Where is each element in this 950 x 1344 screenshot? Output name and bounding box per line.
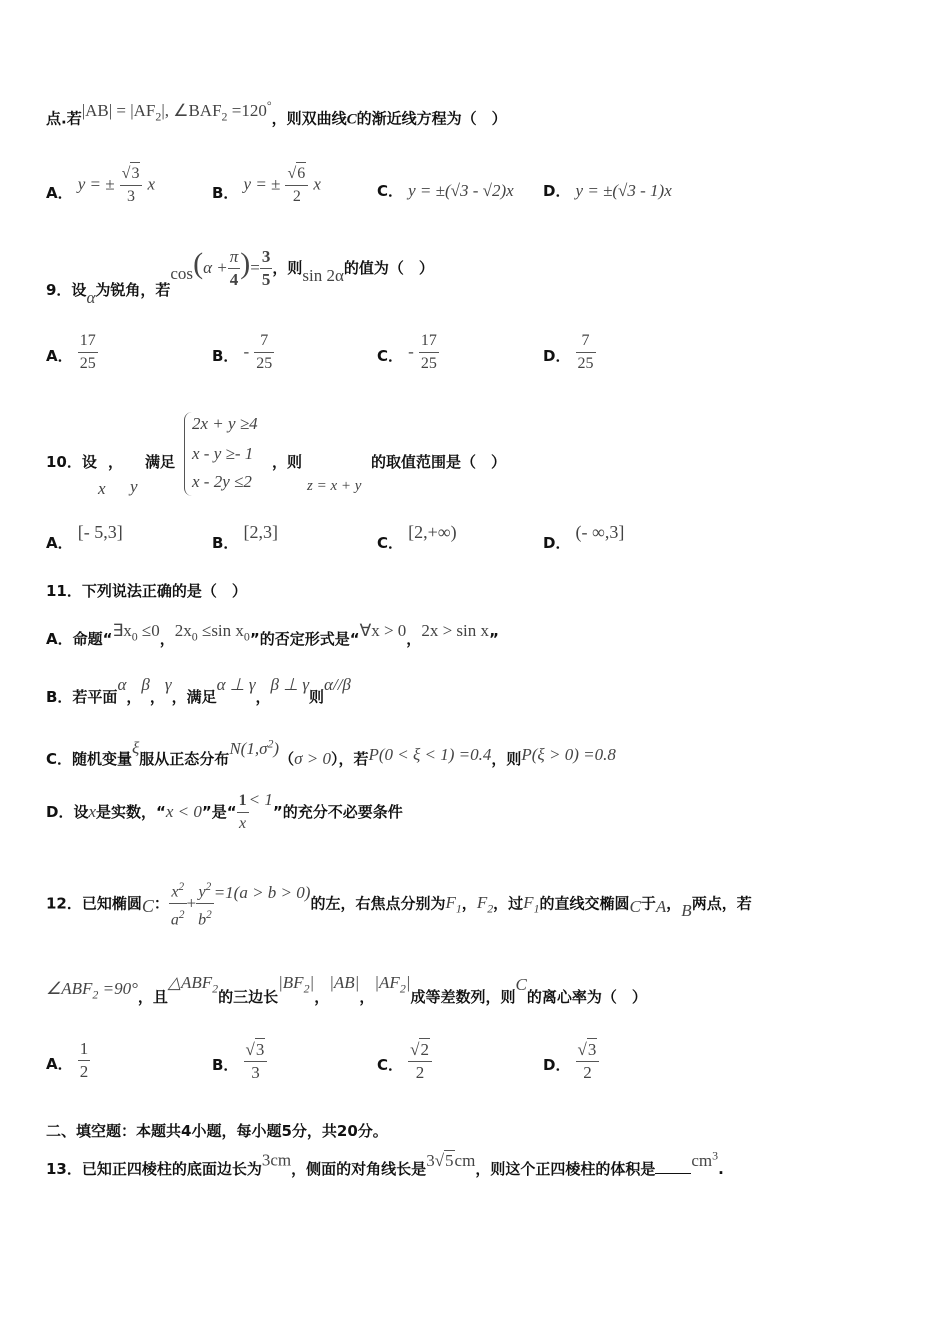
q8-option-b: B． y = ± $\frac{√6}{2}$ x [212,162,321,208]
q10-ineq-3: x - 2y ≤2 [192,472,252,491]
q12-option-a: A． $\frac{1}{2}$ [46,1039,89,1081]
q10-ineq-2: x - y ≥- 1 [192,444,254,463]
q10-var-y: y [130,477,138,496]
q11-option-c: C．随机变量ξ服从正态分布$N(1,\sigma^2)(\sigma > 0)$，若P(0 < ξ < 1) =0.4，则P(ξ > 0) =0.8 [46,736,616,768]
q12-option-d: D． $\frac{√3}{2}$ [543,1038,599,1084]
q10-option-a: A． [- 5,3] [46,522,123,552]
q11-title: 11．下列说法正确的是（ ） [46,582,247,600]
q11-option-a: A．命题“$\exists x_0 \le 0$，$2x_0 \le\sin$ $x_0$”的否定形式是“∀x > 0，2x > sin x” [46,621,499,648]
q9-option-d: D． $\frac{7}{25}$ [543,332,594,372]
q12-stem-line2: $\angle ABF_2 =90^\circ$，且$\triangle ABF_2$的三边长$|BF_2|$，|AB|，$|AF_2|$成等差数列，则C的离心率为（ ） [46,973,647,1006]
q10-z: z = x + y [307,478,362,494]
q12-option-c: C． $\frac{√2}{2}$ [377,1038,432,1084]
q8-option-d: D． y = ±(√3 - 1)x [543,181,672,200]
section-2-heading: 二、填空题：本题共4小题，每小题5分，共20分。 [46,1122,388,1140]
q8-condition: |AB| = |AF [81,100,156,120]
q12-option-b: B． $\frac{√3}{3}$ [212,1038,267,1084]
q8-stem: 点.若$|AB| = |AF_2|$, $\angle BAF_2 =120^\circ$，则双曲线C的渐近线方程为（ ） [46,98,507,128]
q10-comma: ， [108,453,124,471]
q10-then: ，则 [272,453,303,471]
q10-num: 10．设 [46,453,97,471]
q12-stem-line1: 12．已知椭圆C： $\frac{x^2}{a^2}$ + $\frac{y^2}{b^2}$ =1(a > b > 0)的左，右焦点分别为$F_1$，$F_2$，过$F_1$的直线交椭圆C于A，B两点，若 [46,876,752,932]
q8-option-a: A． y = ± $\frac{√3}{3}$ x [46,162,155,208]
q10-option-d: D． (- ∞,3] [543,522,625,552]
q9-stem: 9．设α为锐角，若cos(α + $\frac{\pi}{4}$ )= $\frac{3}{5}$ ，则sin 2α的值为（ ） [46,247,434,307]
q10-satisfy: 满足 [145,453,176,471]
q10-var-x: x [98,479,106,498]
q11-option-d: D．设x是实数，“x < 0”是“ $\frac{1}{x}$ < 1”的充分不必要条件 [46,790,403,832]
q9-option-a: A． $\frac{17}{25}$ [46,332,96,372]
q13-answer-blank [655,1173,691,1174]
q11-option-b: B．若平面α，β，γ，满足α ⊥ γ，β ⊥ γ则α//β [46,675,351,706]
q8-option-c: C． y = ±(√3 - √2)x [377,181,514,200]
q9-option-c: C． - $\frac{17}{25}$ [377,332,437,372]
q9-option-b: B． - $\frac{7}{25}$ [212,332,273,372]
q13-stem: 13．已知正四棱柱的底面边长为3cm，侧面的对角线长是3√5cm，则这个正四棱柱的体积是 $cm^3$. [46,1148,724,1178]
q10-option-b: B． [2,3] [212,522,279,552]
q10-rest: 的取值范围是（ ） [371,453,507,471]
q10-ineq-1: 2x + y ≥4 [192,414,258,433]
q10-option-c: C． [2,+∞) [377,522,457,552]
